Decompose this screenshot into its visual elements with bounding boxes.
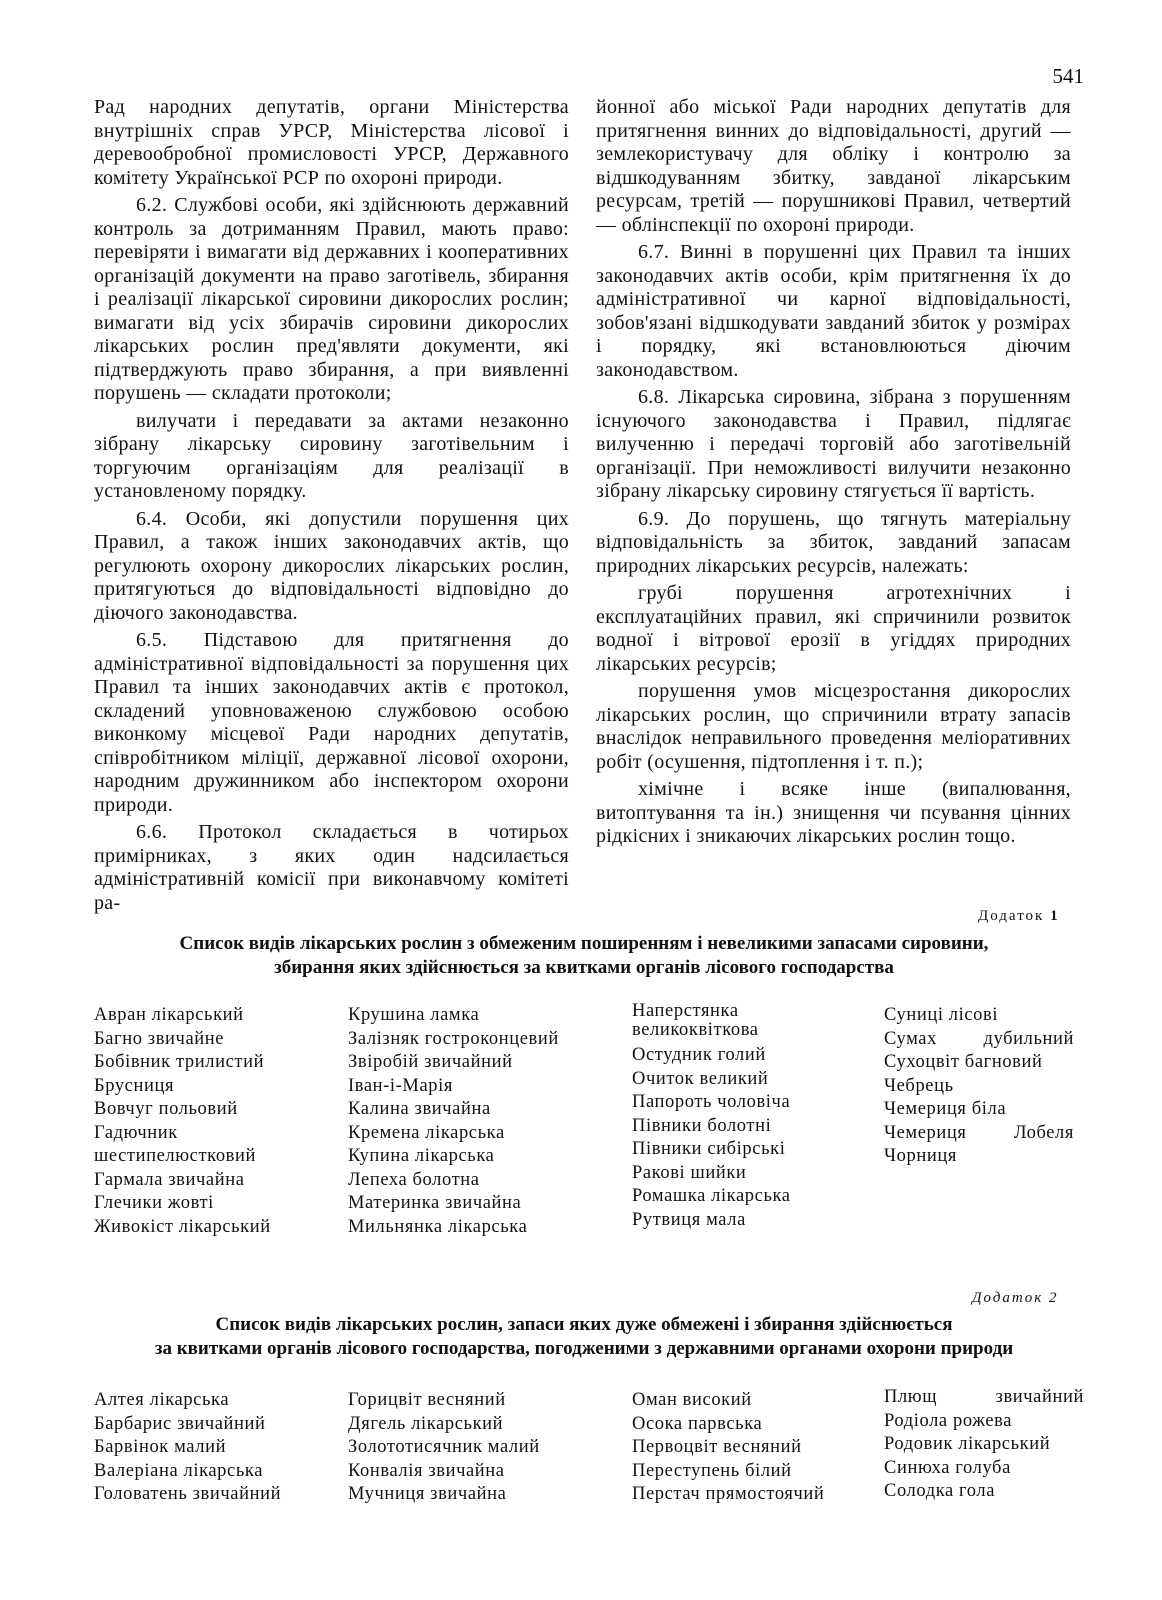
plant-item: Алтея лікарська — [94, 1390, 230, 1410]
paragraph-6-8: 6.8. Лікарська сировина, зібрана з порушенням існуючого законодавства і Правил, підлягає вилученню і передачі торговій або заготівельній організації. При неможливості вилучити незаконно зібрану лікарську сировину стягується її вартість. — [596, 386, 1071, 502]
plant-list-column — [94, 1389, 324, 1507]
plant-item: Залізняк гостроконцевий — [348, 1028, 559, 1049]
plant-list-column — [348, 1389, 598, 1507]
plant-item: Конвалія звичайна — [348, 1460, 505, 1481]
paragraph: грубі порушення агротехнічних і експлуатаційних правил, які спричинили розвиток водної і вітрової ерозії в угіддях природних лікарських ресурсів; — [596, 582, 1071, 675]
plant-list-column — [94, 1004, 324, 1239]
plant-item: Первоцвіт весняний — [632, 1437, 802, 1457]
plant-item: Гармала звичайна — [94, 1169, 245, 1190]
paragraph: порушення умов місцезростання дикорослих лікарських рослин, що спричинили втрату запасів внаслідок неправильного проведення меліоративних робіт (осушення, підтоплення і т. п.); — [596, 680, 1071, 773]
paragraph: хімічне і всяке інше (випалювання, витоптування та ін.) знищення чи псування цінних рідкісних і зникаючих лікарських рослин тощо. — [596, 778, 1071, 847]
plant-item: Оман високий — [632, 1390, 752, 1410]
plant-list-column — [884, 1004, 1074, 1169]
plant-item: Сумах дубильний — [884, 1028, 1074, 1049]
plant-item: Гадючник — [94, 1122, 178, 1143]
plant-item: Півники сибірські — [632, 1139, 786, 1159]
plant-item: Валеріана лікарська — [94, 1460, 264, 1481]
plant-item: Глечики жовті — [94, 1193, 214, 1213]
paragraph-6-5: 6.5. Підставою для притягнення до адміністративної відповідальності за порушення цих Правил та інших законодавчих актів є протокол, складений уповноваженою службовою особою виконкому місцевої Ради народних депутатів, співробітником міліції, державної лісової охорони, народним дружинником або інспектором охорони природи. — [94, 629, 569, 816]
appendix-number: 2 — [1049, 1290, 1059, 1306]
plant-item: Звіробій звичайний — [348, 1052, 513, 1072]
paragraph-6-9: 6.9. До порушень, що тягнуть матеріальну відповідальність за збиток, завданий запасам природних лікарських ресурсів, належать: — [596, 507, 1071, 577]
plant-item: Бобівник трилистий — [94, 1052, 265, 1072]
title-line: за квитками органів лісового господарства, погодженими з державними органами охорони природи — [154, 1338, 1014, 1359]
plant-item: Брусниця — [94, 1075, 175, 1096]
plant-item: Ромашка лікарська — [632, 1186, 791, 1206]
plant-item: Солодка гола — [884, 1481, 996, 1501]
plant-item: Чебрець — [884, 1075, 954, 1096]
paragraph: Рад народних депутатів, органи Міністерства внутрішніх справ УРСР, Міністерства лісової і деревообробної промисловості УРСР, Державного комітету Української РСР по охороні природи. — [94, 96, 569, 189]
plant-item: Горицвіт весняний — [348, 1390, 506, 1410]
plant-item: Родовик лікарський — [884, 1434, 1051, 1454]
plant-item: Чорниця — [884, 1146, 957, 1166]
plant-item: Ракові шийки — [632, 1162, 747, 1183]
right-text-column — [596, 96, 1071, 853]
paragraph-6-4: 6.4. Особи, які допустили порушення цих Правил, а також інших законодавчих актів, що регулюють охорону дикорослих лікарських рослин, притягуються до відповідальності відповідно до діючого законодавства. — [94, 507, 569, 624]
plant-item: Дягель лікарський — [348, 1413, 504, 1434]
title-line: Список видів лікарських рослин, запаси яких дуже обмежені і збирання здійснюється — [215, 1314, 953, 1335]
plant-list-column — [884, 1386, 1084, 1504]
plant-item: Лепеха болотна — [348, 1169, 480, 1190]
appendix-1-title — [94, 932, 1074, 980]
plant-item: Мучниця звичайна — [348, 1484, 507, 1504]
page-number: 541 — [1052, 64, 1084, 88]
plant-item: Чемериця Лобеля — [884, 1122, 1074, 1143]
plant-item: Головатень звичайний — [94, 1484, 282, 1504]
plant-item: Родіола рожева — [884, 1410, 1013, 1431]
plant-item: Сухоцвіт багновий — [884, 1052, 1043, 1072]
paragraph: йонної або міської Ради народних депутатів для притягнення винних до відповідальності, другий — землекористувачу для обліку і контролю за відшкодуванням збитку, завданої лікарським ресурсам, третій — порушникові Правил, четвертий — облінспекції по охороні природи. — [596, 96, 1071, 236]
plant-item: Чемериця біла — [884, 1099, 1007, 1119]
plant-item: Барвінок малий — [94, 1437, 227, 1457]
plant-item: шестипелюстковий — [94, 1146, 257, 1166]
plant-item: Рутвиця мала — [632, 1209, 746, 1230]
plant-item: Синюха голуба — [884, 1457, 1011, 1478]
plant-item: Плющ звичайний — [884, 1387, 1084, 1407]
appendix-1-label — [978, 908, 1058, 925]
plant-item: Кремена лікарська — [348, 1122, 505, 1143]
plant-list-column — [632, 1389, 862, 1507]
plant-item: Очиток великий — [632, 1068, 769, 1089]
plant-item: Купина лікарська — [348, 1146, 495, 1166]
paragraph-6-6: 6.6. Протокол складається в чотирьох примірниках, з яких один надсилається адміністративній комісії при виконавчому комітеті ра- — [94, 821, 569, 914]
plant-item: Живокіст лікарський — [94, 1216, 271, 1237]
plant-item: Переступень білий — [632, 1460, 792, 1481]
plant-item: Авран лікарський — [94, 1005, 244, 1025]
plant-item: Перстач прямостоячий — [632, 1484, 825, 1504]
paragraph: вилучати і передавати за актами незаконно зібрану лікарську сировину заготівельним і торгуючим організаціям для реалізації в установленому порядку. — [94, 409, 569, 502]
title-line: збирання яких здійснюється за квитками органів лісового господарства — [274, 957, 894, 978]
plant-item: Вовчуг польовий — [94, 1099, 238, 1119]
plant-list-column — [632, 1002, 852, 1232]
plant-item: Золототисячник малий — [348, 1437, 540, 1457]
appendix-2-label — [972, 1290, 1059, 1307]
paragraph-6-2: 6.2. Службові особи, які здійснюють державний контроль за дотриманням Правил, мають право: перевіряти і вимагати від державних і кооперативних організацій документи на право заготівель, збирання і реалізації лікарської сировини дикорослих рослин; вимагати від усіх збирачів сировини дикорослих лікарських рослин пред'являти документи, які підтверджують право збирання, а при виявленні порушень — складати протоколи; — [94, 194, 569, 404]
plant-item: Багно звичайне — [94, 1028, 225, 1049]
plant-item: Осока парвська — [632, 1413, 763, 1434]
plant-item: Півники болотні — [632, 1115, 772, 1136]
plant-item: Іван-і-Марія — [348, 1075, 453, 1096]
paragraph-6-7: 6.7. Винні в порушенні цих Правил та інших законодавчих актів особи, крім притягнення їх до адміністративної чи карної відповідальності, зобов'язані відшкодувати завданий збиток у розмірах і порядку, які встановлюються діючим законодавством. — [596, 241, 1071, 381]
left-text-column — [94, 96, 569, 919]
plant-item: Калина звичайна — [348, 1099, 491, 1119]
appendix-number: 1 — [1050, 908, 1058, 924]
plant-item: Суниці лісові — [884, 1005, 999, 1025]
appendix-label-text: Додаток — [972, 1290, 1044, 1306]
plant-item: Материнка звичайна — [348, 1193, 522, 1213]
plant-item: Наперстянка великоквіткова — [632, 1001, 759, 1040]
plant-item: Мильнянка лікарська — [348, 1216, 528, 1237]
title-line: Список видів лікарських рослин з обмеженим поширенням і невеликими запасами сировини, — [179, 933, 989, 954]
plant-item: Папороть чоловіча — [632, 1092, 791, 1112]
plant-list-column — [348, 1004, 598, 1239]
appendix-2-title — [94, 1313, 1074, 1361]
plant-item: Остудник голий — [632, 1045, 766, 1065]
appendix-label-text: Додаток — [978, 908, 1045, 924]
plant-item: Барбарис звичайний — [94, 1413, 266, 1434]
plant-item: Крушина ламка — [348, 1005, 480, 1025]
